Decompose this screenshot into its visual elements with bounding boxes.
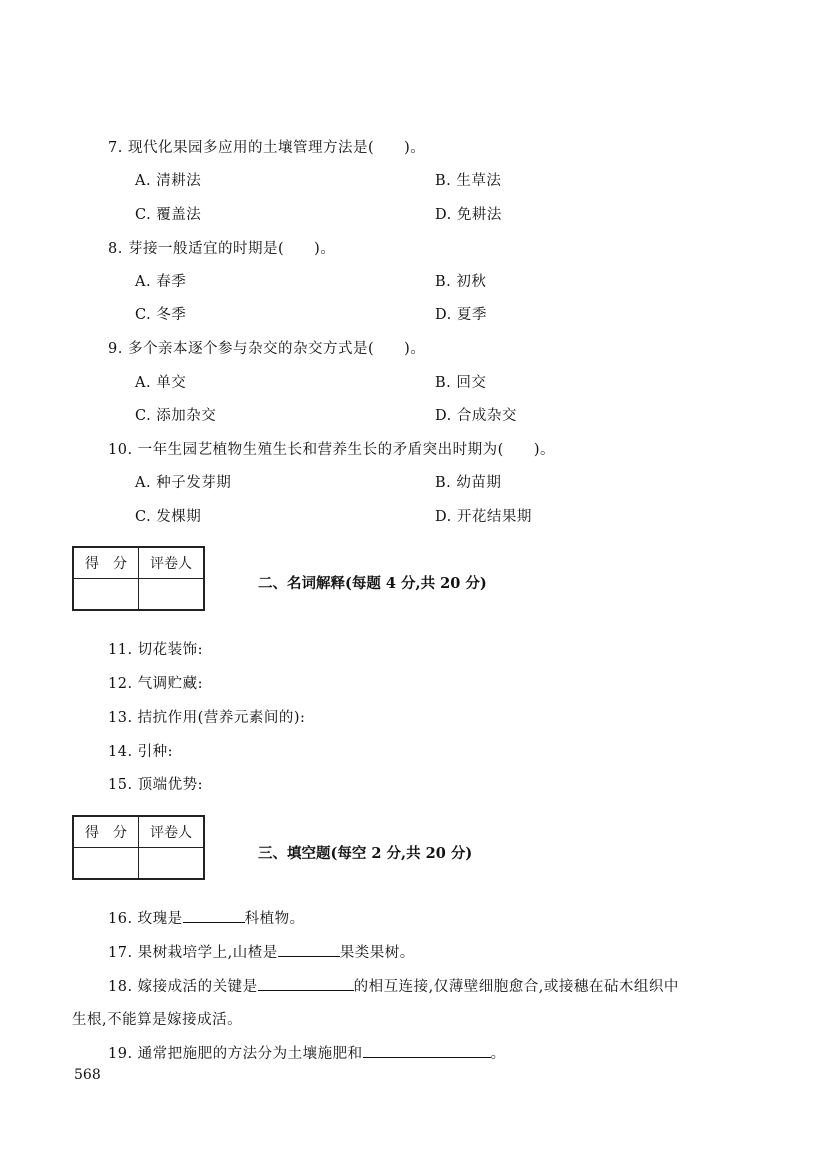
fill-18-continued: 生根,不能算是嫁接成活。 <box>72 1012 243 1028</box>
section2-title: 二、名词解释(每题 4 分,共 20 分) <box>258 575 487 592</box>
option-7c: C. 覆盖法 <box>135 207 202 223</box>
grader-cell[interactable] <box>139 579 205 611</box>
option-9d: D. 合成杂交 <box>435 408 517 424</box>
option-7d: D. 免耕法 <box>435 207 502 223</box>
score-table-section2 <box>72 546 205 611</box>
fill-17-text-a: 17. 果树栽培学上,山楂是 <box>108 945 278 961</box>
option-10b: B. 幼苗期 <box>435 475 502 491</box>
option-9a: A. 单交 <box>135 375 187 391</box>
option-10d: D. 开花结果期 <box>435 509 532 525</box>
fill-18-text-b: 的相互连接,仅薄壁细胞愈合,或接穗在砧木组织中 <box>353 979 679 995</box>
section3-title: 三、填空题(每空 2 分,共 20 分) <box>258 845 473 862</box>
option-7a: A. 清耕法 <box>135 173 202 189</box>
option-8a: A. 春季 <box>135 274 187 290</box>
term-15: 15. 顶端优势: <box>108 777 204 793</box>
grader-header: 评卷人 <box>139 547 205 579</box>
question-10: 10. 一年生园艺植物生殖生长和营养生长的矛盾突出时期为( )。 <box>108 442 555 458</box>
fill-17-text-b: 果类果树。 <box>339 945 415 961</box>
option-8c: C. 冬季 <box>135 307 187 323</box>
fill-17-blank[interactable] <box>278 942 340 957</box>
question-7: 7. 现代化果园多应用的土壤管理方法是( )。 <box>108 140 426 156</box>
term-11: 11. 切花装饰: <box>108 642 204 658</box>
option-9c: C. 添加杂交 <box>135 408 217 424</box>
fill-16-text-b: 科植物。 <box>244 911 305 927</box>
grader-header: 评卷人 <box>139 816 205 848</box>
fill-16-blank[interactable] <box>183 908 245 923</box>
score-table-section3 <box>72 815 205 880</box>
question-9: 9. 多个亲本逐个参与杂交的杂交方式是( )。 <box>108 341 426 357</box>
term-14: 14. 引种: <box>108 744 174 760</box>
term-13: 13. 拮抗作用(营养元素间的): <box>108 710 306 726</box>
option-7b: B. 生草法 <box>435 173 502 189</box>
option-8d: D. 夏季 <box>435 307 487 323</box>
page-number: 568 <box>74 1067 101 1083</box>
fill-19-text-b: 。 <box>490 1046 506 1062</box>
score-cell[interactable] <box>73 579 139 611</box>
question-8: 8. 芽接一般适宜的时期是( )。 <box>108 241 336 257</box>
score-cell[interactable] <box>73 848 139 880</box>
fill-16-text-a: 16. 玫瑰是 <box>108 911 183 927</box>
option-8b: B. 初秋 <box>435 274 487 290</box>
fill-19-blank[interactable] <box>363 1043 491 1058</box>
option-9b: B. 回交 <box>435 375 487 391</box>
fill-18-blank[interactable] <box>258 976 354 991</box>
grader-cell[interactable] <box>139 848 205 880</box>
fill-18-text-a: 18. 嫁接成活的关键是 <box>108 979 258 995</box>
fill-17 <box>108 941 415 962</box>
option-10a: A. 种子发芽期 <box>135 475 232 491</box>
score-header: 得 分 <box>73 547 139 579</box>
score-header: 得 分 <box>73 816 139 848</box>
fill-16 <box>108 907 305 928</box>
fill-19-text-a: 19. 通常把施肥的方法分为土壤施肥和 <box>108 1046 363 1062</box>
term-12: 12. 气调贮藏: <box>108 676 204 692</box>
fill-18 <box>108 975 679 996</box>
option-10c: C. 发棵期 <box>135 509 202 525</box>
fill-19 <box>108 1042 506 1063</box>
